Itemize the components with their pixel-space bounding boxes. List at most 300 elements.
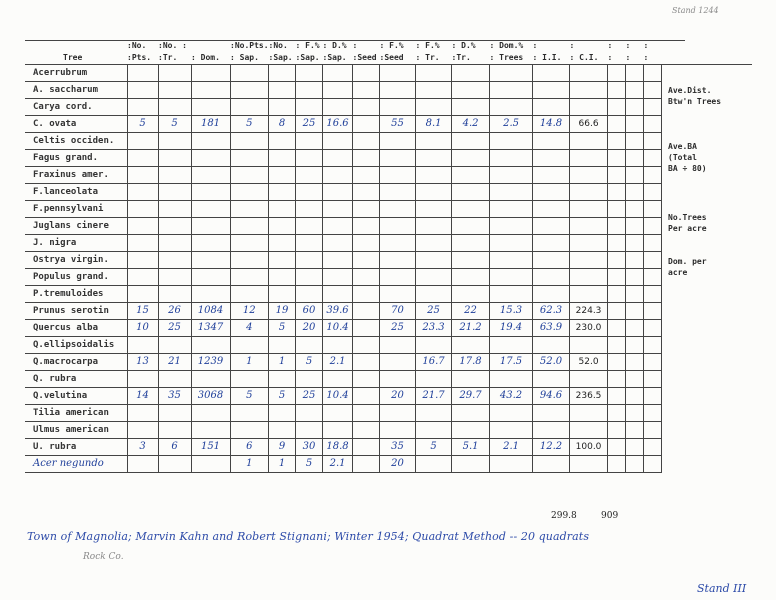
- data-cell: [644, 235, 662, 252]
- data-cell: [533, 184, 570, 201]
- data-cell: [644, 286, 662, 303]
- data-cell: 2.1: [490, 439, 533, 456]
- data-cell: [127, 184, 158, 201]
- data-cell: [570, 286, 608, 303]
- note-line: No.Trees: [668, 213, 707, 222]
- data-cell: [608, 218, 626, 235]
- data-cell: [269, 371, 296, 388]
- data-cell: [626, 354, 644, 371]
- data-cell: [191, 371, 230, 388]
- table-row: [25, 456, 752, 473]
- data-cell: [452, 269, 490, 286]
- data-cell: 43.2: [490, 388, 533, 405]
- corner-note: Stand 1244: [672, 6, 719, 15]
- data-cell: 1: [230, 354, 269, 371]
- data-cell: [626, 286, 644, 303]
- data-cell: [353, 116, 380, 133]
- data-cell: [608, 388, 626, 405]
- data-cell: [644, 252, 662, 269]
- data-cell: [490, 405, 533, 422]
- table-row: [25, 388, 752, 405]
- data-cell: [127, 133, 158, 150]
- data-cell: [380, 184, 416, 201]
- tree-name: Ostrya virgin.: [25, 252, 127, 269]
- data-cell: [127, 65, 158, 82]
- table-row: [25, 269, 752, 286]
- data-cell: [296, 99, 323, 116]
- data-cell: 52.0: [533, 354, 570, 371]
- data-cell: [191, 405, 230, 422]
- data-cell: [490, 286, 533, 303]
- data-cell: [608, 439, 626, 456]
- data-cell: [416, 371, 452, 388]
- data-cell: [353, 184, 380, 201]
- data-cell: [191, 235, 230, 252]
- header-top-cell: : F.%: [379, 41, 404, 50]
- data-cell: [380, 405, 416, 422]
- data-cell: [127, 252, 158, 269]
- tree-name: F.lanceolata: [25, 184, 127, 201]
- data-cell: [608, 269, 626, 286]
- data-cell: [626, 337, 644, 354]
- data-cell: [230, 133, 269, 150]
- data-cell: [191, 82, 230, 99]
- column-header: : Tr.: [416, 51, 452, 65]
- header-notes-spacer: [662, 40, 752, 51]
- data-cell: [191, 286, 230, 303]
- data-cell: 22: [452, 303, 490, 320]
- column-header: : I.I.: [533, 51, 570, 65]
- data-cell: [644, 354, 662, 371]
- tree-name: Acer negundo: [25, 456, 127, 473]
- data-cell: [452, 150, 490, 167]
- header-row-2: [25, 51, 752, 65]
- data-cell: [644, 150, 662, 167]
- data-cell: [296, 269, 323, 286]
- data-cell: [380, 354, 416, 371]
- data-cell: [353, 99, 380, 116]
- data-cell: [380, 99, 416, 116]
- data-cell: [269, 405, 296, 422]
- tree-name: Q. rubra: [25, 371, 127, 388]
- data-cell: 13: [127, 354, 158, 371]
- data-cell: [127, 201, 158, 218]
- data-cell: [353, 150, 380, 167]
- data-cell: [644, 167, 662, 184]
- data-cell: [158, 422, 191, 439]
- data-cell: [626, 167, 644, 184]
- tree-name: A. saccharum: [25, 82, 127, 99]
- data-cell: [323, 150, 353, 167]
- data-cell: [158, 269, 191, 286]
- data-cell: 16.7: [416, 354, 452, 371]
- data-cell: [452, 371, 490, 388]
- data-cell: 8.1: [416, 116, 452, 133]
- data-cell: [452, 218, 490, 235]
- column-header: :Sap.: [296, 51, 323, 65]
- data-cell: [158, 184, 191, 201]
- tree-name: Carya cord.: [25, 99, 127, 116]
- data-cell: [191, 150, 230, 167]
- data-cell: [416, 150, 452, 167]
- data-cell: [490, 133, 533, 150]
- data-cell: [127, 456, 158, 473]
- header-top-cell: : D.%: [451, 41, 476, 50]
- data-cell: [353, 371, 380, 388]
- data-cell: [533, 150, 570, 167]
- data-cell: [230, 252, 269, 269]
- data-cell: 17.5: [490, 354, 533, 371]
- data-cell: [644, 116, 662, 133]
- data-cell: 25: [158, 320, 191, 337]
- data-cell: [353, 167, 380, 184]
- data-cell: [626, 184, 644, 201]
- data-cell: [127, 337, 158, 354]
- data-cell: 14: [127, 388, 158, 405]
- data-cell: [191, 99, 230, 116]
- data-cell: 30: [296, 439, 323, 456]
- data-cell: [416, 65, 452, 82]
- data-cell: [230, 65, 269, 82]
- data-cell: [353, 354, 380, 371]
- data-cell: [452, 82, 490, 99]
- data-cell: [533, 99, 570, 116]
- data-cell: [490, 184, 533, 201]
- data-cell: [570, 218, 608, 235]
- data-cell: [353, 422, 380, 439]
- data-cell: [490, 371, 533, 388]
- header-top-cell: : F.%: [295, 41, 320, 50]
- column-header: :: [644, 51, 662, 65]
- data-cell: 230.0: [570, 320, 608, 337]
- header-top-cell: :No. :: [158, 41, 187, 50]
- data-cell: 5: [416, 439, 452, 456]
- data-cell: [452, 235, 490, 252]
- tree-name: Fagus grand.: [25, 150, 127, 167]
- data-cell: [626, 456, 644, 473]
- column-header: :Sap.: [323, 51, 353, 65]
- data-cell: [533, 405, 570, 422]
- data-cell: [230, 167, 269, 184]
- data-cell: [230, 201, 269, 218]
- data-cell: [127, 150, 158, 167]
- data-cell: 55: [380, 116, 416, 133]
- data-cell: [323, 235, 353, 252]
- tree-name: Populus grand.: [25, 269, 127, 286]
- data-cell: [269, 337, 296, 354]
- data-cell: [644, 303, 662, 320]
- data-cell: [296, 167, 323, 184]
- data-cell: [608, 303, 626, 320]
- data-cell: 15.3: [490, 303, 533, 320]
- data-cell: [269, 218, 296, 235]
- note-block: [668, 85, 752, 107]
- data-cell: [608, 116, 626, 133]
- data-cell: [490, 167, 533, 184]
- data-cell: [127, 82, 158, 99]
- data-cell: 18.8: [323, 439, 353, 456]
- data-cell: [626, 133, 644, 150]
- note-line: acre: [668, 268, 688, 277]
- data-cell: 151: [191, 439, 230, 456]
- tree-name: Q.velutina: [25, 388, 127, 405]
- data-cell: [626, 99, 644, 116]
- header-top-cell: :: [352, 41, 358, 50]
- data-cell: [626, 252, 644, 269]
- ci-total: 909: [601, 511, 619, 521]
- data-cell: [296, 65, 323, 82]
- tree-name: J. nigra: [25, 235, 127, 252]
- data-cell: 5: [296, 456, 323, 473]
- data-cell: [380, 235, 416, 252]
- data-cell: [269, 184, 296, 201]
- data-cell: [296, 405, 323, 422]
- table-row: [25, 371, 752, 388]
- data-cell: [230, 269, 269, 286]
- data-cell: [533, 371, 570, 388]
- data-cell: 66.6: [570, 116, 608, 133]
- data-cell: [380, 371, 416, 388]
- data-cell: [296, 286, 323, 303]
- data-cell: [570, 65, 608, 82]
- column-header: : Dom.: [191, 51, 230, 65]
- data-cell: [323, 184, 353, 201]
- column-header: :Tr.: [452, 51, 490, 65]
- header-top-cell: :: [607, 41, 613, 50]
- data-cell: [127, 235, 158, 252]
- data-cell: [158, 99, 191, 116]
- data-cell: [452, 252, 490, 269]
- tree-data-table: [25, 40, 752, 473]
- data-cell: 21.2: [452, 320, 490, 337]
- data-cell: [296, 235, 323, 252]
- data-cell: [296, 371, 323, 388]
- data-cell: [626, 116, 644, 133]
- data-cell: [626, 320, 644, 337]
- header-top-cell: :No.Pts.: [230, 41, 269, 50]
- data-cell: [230, 235, 269, 252]
- data-cell: [191, 184, 230, 201]
- data-cell: [608, 150, 626, 167]
- county-note: Rock Co.: [83, 552, 124, 562]
- data-cell: 181: [191, 116, 230, 133]
- data-cell: [490, 201, 533, 218]
- data-cell: [608, 184, 626, 201]
- data-cell: 25: [296, 388, 323, 405]
- data-cell: [296, 201, 323, 218]
- data-cell: [490, 218, 533, 235]
- data-cell: [533, 82, 570, 99]
- data-cell: [269, 99, 296, 116]
- data-cell: [452, 133, 490, 150]
- data-cell: [353, 201, 380, 218]
- data-cell: 26: [158, 303, 191, 320]
- data-cell: 2.1: [323, 456, 353, 473]
- data-cell: 4: [230, 320, 269, 337]
- data-cell: [490, 252, 533, 269]
- data-cell: 20: [380, 456, 416, 473]
- data-cell: [416, 252, 452, 269]
- note-line: Ave.Dist.: [668, 86, 712, 95]
- data-cell: 5.1: [452, 439, 490, 456]
- data-cell: [323, 252, 353, 269]
- data-cell: 5: [230, 116, 269, 133]
- header-top-cell: : D.%: [322, 41, 347, 50]
- data-cell: [570, 167, 608, 184]
- column-header: :Sap.: [269, 51, 296, 65]
- data-cell: [323, 218, 353, 235]
- data-cell: [269, 167, 296, 184]
- data-cell: 14.8: [533, 116, 570, 133]
- data-cell: 12.2: [533, 439, 570, 456]
- note-line: Dom. per: [668, 257, 707, 266]
- data-cell: [269, 201, 296, 218]
- data-cell: [644, 269, 662, 286]
- data-cell: [452, 337, 490, 354]
- data-cell: [380, 133, 416, 150]
- note-block: [668, 256, 752, 278]
- data-cell: 20: [296, 320, 323, 337]
- note-line: Per acre: [668, 224, 707, 233]
- tree-column-header: Tree: [25, 51, 127, 65]
- data-cell: [127, 371, 158, 388]
- data-cell: 25: [416, 303, 452, 320]
- data-cell: [353, 252, 380, 269]
- data-cell: [353, 456, 380, 473]
- tree-name: Acerrubrum: [25, 65, 127, 82]
- tree-name: Prunus serotin: [25, 303, 127, 320]
- notes-column: [662, 65, 752, 473]
- data-cell: [191, 167, 230, 184]
- data-cell: [230, 405, 269, 422]
- data-cell: [626, 218, 644, 235]
- data-cell: [191, 422, 230, 439]
- note-line: (Total: [668, 153, 697, 162]
- data-cell: [416, 184, 452, 201]
- data-cell: [570, 371, 608, 388]
- data-cell: [608, 320, 626, 337]
- tree-name: U. rubra: [25, 439, 127, 456]
- data-cell: 21: [158, 354, 191, 371]
- data-cell: [570, 201, 608, 218]
- data-cell: [626, 439, 644, 456]
- data-cell: [452, 184, 490, 201]
- data-cell: [323, 405, 353, 422]
- table-row: [25, 354, 752, 371]
- tree-name: F.pennsylvani: [25, 201, 127, 218]
- data-cell: [323, 201, 353, 218]
- data-cell: [158, 456, 191, 473]
- data-cell: [191, 133, 230, 150]
- data-cell: [608, 201, 626, 218]
- note-block: [668, 212, 752, 234]
- data-cell: [353, 303, 380, 320]
- data-cell: 17.8: [452, 354, 490, 371]
- data-cell: [644, 82, 662, 99]
- column-header: : C.I.: [570, 51, 608, 65]
- data-cell: [380, 65, 416, 82]
- table-row: [25, 150, 752, 167]
- data-cell: [533, 456, 570, 473]
- tree-name: Celtis occiden.: [25, 133, 127, 150]
- data-cell: [296, 82, 323, 99]
- table-row: [25, 133, 752, 150]
- data-cell: 10: [127, 320, 158, 337]
- data-cell: 5: [127, 116, 158, 133]
- data-cell: [353, 388, 380, 405]
- table-row: [25, 218, 752, 235]
- column-header: : Sap.: [230, 51, 269, 65]
- data-cell: [191, 269, 230, 286]
- data-cell: 1347: [191, 320, 230, 337]
- data-cell: [158, 82, 191, 99]
- data-cell: [416, 167, 452, 184]
- table-row: [25, 422, 752, 439]
- ii-total: 299.8: [551, 511, 577, 521]
- data-cell: [644, 133, 662, 150]
- data-cell: [127, 422, 158, 439]
- data-cell: [452, 286, 490, 303]
- data-cell: [353, 269, 380, 286]
- data-cell: [230, 184, 269, 201]
- data-cell: [158, 201, 191, 218]
- data-cell: [490, 150, 533, 167]
- data-cell: [533, 201, 570, 218]
- data-cell: 1: [269, 354, 296, 371]
- data-cell: [191, 201, 230, 218]
- table-row: [25, 320, 752, 337]
- data-cell: 2.5: [490, 116, 533, 133]
- table-row: [25, 116, 752, 133]
- data-cell: [296, 133, 323, 150]
- note-line: Ave.BA: [668, 142, 697, 151]
- data-cell: [644, 320, 662, 337]
- data-cell: [269, 422, 296, 439]
- data-cell: [608, 337, 626, 354]
- tree-name: Tilia american: [25, 405, 127, 422]
- tree-name: Juglans cinere: [25, 218, 127, 235]
- data-cell: 6: [158, 439, 191, 456]
- data-cell: [416, 201, 452, 218]
- data-cell: [127, 167, 158, 184]
- data-cell: [191, 252, 230, 269]
- data-cell: [608, 422, 626, 439]
- column-header: :: [626, 51, 644, 65]
- data-cell: [416, 82, 452, 99]
- data-cell: [570, 235, 608, 252]
- data-cell: [323, 99, 353, 116]
- data-cell: [416, 456, 452, 473]
- data-cell: [608, 167, 626, 184]
- column-header: :Seed: [380, 51, 416, 65]
- tree-name: Q.ellipsoidalis: [25, 337, 127, 354]
- data-cell: [570, 99, 608, 116]
- table-row: [25, 439, 752, 456]
- data-cell: 12: [230, 303, 269, 320]
- data-cell: [296, 150, 323, 167]
- data-cell: [533, 235, 570, 252]
- data-cell: [230, 422, 269, 439]
- data-cell: 62.3: [533, 303, 570, 320]
- data-cell: [608, 235, 626, 252]
- data-cell: [608, 354, 626, 371]
- data-cell: [490, 65, 533, 82]
- data-cell: [570, 337, 608, 354]
- data-cell: [533, 422, 570, 439]
- data-cell: 94.6: [533, 388, 570, 405]
- data-cell: [608, 456, 626, 473]
- data-cell: [380, 337, 416, 354]
